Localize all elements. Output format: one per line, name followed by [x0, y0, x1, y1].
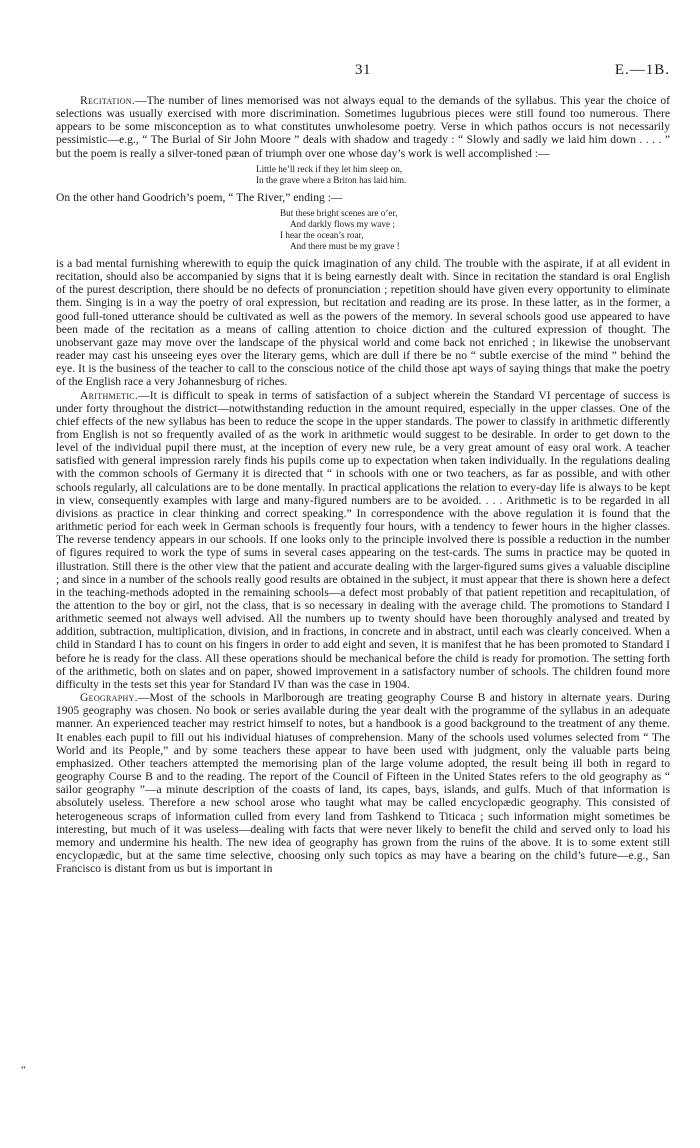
recitation-paragraph: [56, 94, 670, 160]
body-text: [56, 94, 670, 875]
arithmetic-heading: Arithmetic.: [80, 388, 139, 402]
page-number: 31: [355, 62, 371, 78]
verse-line: In the grave where a Briton has laid him.: [256, 174, 407, 185]
recitation-continuation: is a bad mental furnishing wherewith to equip the quick imagination of any child. The trouble with the aspirate, if at all evident in recitation, should also be accompanied by signs that it is being earnestly dealt with. Since in recitation the standard is oral English of the purest description, there should be no defects of pronunciation ; repetition should have given every opportunity to eliminate them. Singing is in a way the poetry of oral expression, but recitation and reading are its prose. In these latter, as in the former, a good full-toned utterance should be cultivated as well as the powers of the memory. In several schools good use appeared to have been made of the recitation as a means of calling attention to choice diction and the cultured expression of thought. The unobservant gaze may move over the landscape of the physical world and come back not enriched ; in likewise the unobservant reader may cast his unseeing eyes over the literary gems, which are dull if there be no “ subtle exercise of the mind ” behind the eye. It is the business of the teacher to call to the conscious notice of the child those apt ways of saying things that make the poetry of the English race a very Johannesburg of riches.: [56, 256, 670, 389]
verse-line: And darkly flows my wave ;: [290, 218, 395, 229]
page-header: [56, 62, 670, 88]
geography-heading: Geography.: [80, 691, 138, 705]
geography-paragraph: [56, 691, 670, 875]
geography-text: —Most of the schools in Marlborough are treating geography Course B and history in alternate years. During 1905 geography was chosen. No book or series available during the year dealt with the programme of the syllabus in an adequate manner. An experienced teacher may restrict himself to notes, but a handbook is a good background to the treatment of any theme. It enables each pupil to fill out his individual hiatuses of comprehension. Many of the schools used volumes selected from “ The World and its People,” and by some teachers these appear to have been used with judgment, only the valuable parts being emphasized. Other teachers attempted the memorising plan of the large volume adopted, the result being ill both in regard to geography Course B and to the reading. The report of the Council of Fifteen in the United States refers to the old geography as “ sailor geography ”—a minute description of the coasts of land, its capes, bays, islands, and gulfs. Much of that information is absolutely useless. Therefore a new school arose who taught what may be called encyclopædic geography. This consisted of heterogeneous scraps of information culled from every land from Tashkend to Titicaca ; such information might sometimes be interesting, but much of it was useless—dealing with facts that were never likely to benefit the child and served only to load his memory and undermine his health. The new idea of geography has grown from the ruins of the above. It is to some extent still encyclopædic, but at the same time selective, choosing only such topics as may have a bearing on the child’s future—e.g., San Francisco is distant from us but is important in: [56, 691, 670, 876]
recitation-heading: Recitation.: [80, 94, 136, 107]
verse-line: But these bright scenes are o’er,: [280, 207, 398, 218]
document-reference: E.—1B.: [614, 62, 670, 78]
verse-the-river: [56, 208, 670, 252]
verse-line: I hear the ocean’s roar,: [280, 229, 364, 240]
recitation-text: —The number of lines memorised was not always equal to the demands of the syllabus. This year the choice of selections was usually exercised with more discrimination. Sometimes lugubrious pieces were still found too numerous. There appears to be some misconception as to what constitutes unwholesome poetry. Verse in which pathos occurs is not necessarily pessimistic—e.g., “ The Burial of Sir John Moore ” deals with shadow and tragedy : “ Slowly and sadly we laid him down . . . . ” but the poem is really a silver-toned pæan of triumph over one whose day’s work is well accomplished :—: [56, 94, 670, 160]
margin-mark: “: [21, 1064, 26, 1076]
verse-line: And there must be my grave !: [290, 240, 400, 251]
arithmetic-paragraph: [56, 389, 670, 692]
verse-line: Little he’ll reck if they let him sleep on,: [256, 163, 403, 174]
river-intro: On the other hand Goodrich’s poem, “ The River,” ending :—: [56, 190, 343, 204]
verse-burial-of-sir-john-moore: [56, 164, 670, 186]
arithmetic-text: —It is difficult to speak in terms of satisfaction of a subject wherein the Standard VI percentage of success is under forty throughout the district—notwithstanding reduction in the amount required, especially in the upper classes. One of the chief effects of the new syllabus has been to reduce the scope in the upper standards. The power to classify in arithmetic differently from English is not so frequently availed of as the work in arithmetic would suggest to be desirable. In order to get down to the level of the individual pupil there must, at the inception of every new rule, be a very great amount of easy oral work. A teacher satisfied with general impression rarely finds his pupils come up to expectation when taken individually. In the regulations dealing with the common schools of Germany it is directed that “ in schools with one or two teachers, as far as possible, and with other schools regularly, all calculations are to be done mentally. In practical applications the relation to every-day life is always to be kept in view, consequently examples with large and many-figured numbers are to be avoided. . . . Arithmetic is to be regarded in all divisions as practice in clear thinking and correct speaking.” In correspondence with the above regulation it is found that the arithmetic period for each week in German schools is frequently four hours, with a tendency to fewer hours in the higher classes. The reverse tendency appears in our schools. If one looks only to the principle involved there is possible a reduction in the number of figures required to work the type of sums in several cases appearing on the test-cards. The sums in practice may be quoted in illustration. Still there is the other view that the patient and accurate dealing with the larger-figured sums gives a valuable discipline ; and since in a number of the schools really good results are obtained in the subject, it must appear that there is shown here a defect in the teaching-methods adopted in the remaining schools—a defect most probably of that patient repetition and recapitulation, of the attention to the boy or girl, not the class, that is so necessary in dealing with the average child. The promotions to Standard I arithmetic seemed not always well advised. All the numbers up to twenty should have been thoroughly analysed and treated by addition, subtraction, multiplication, division, and in fractions, in concrete and in abstract, until each was clearly conceived. When a child in Standard I has to count on his fingers in order to add eight and seven, it is manifest that he has been promoted to Standard I before he is ready for the class. All these operations should be mechanical before the child is ready for promotion. The setting forth of the arithmetic, both on slates and on paper, showed improvement in a satisfactory number of schools. The children found more difficulty in the tests set this year for Standard IV than was the case in 1904.: [56, 388, 670, 691]
document-page: [56, 62, 670, 875]
